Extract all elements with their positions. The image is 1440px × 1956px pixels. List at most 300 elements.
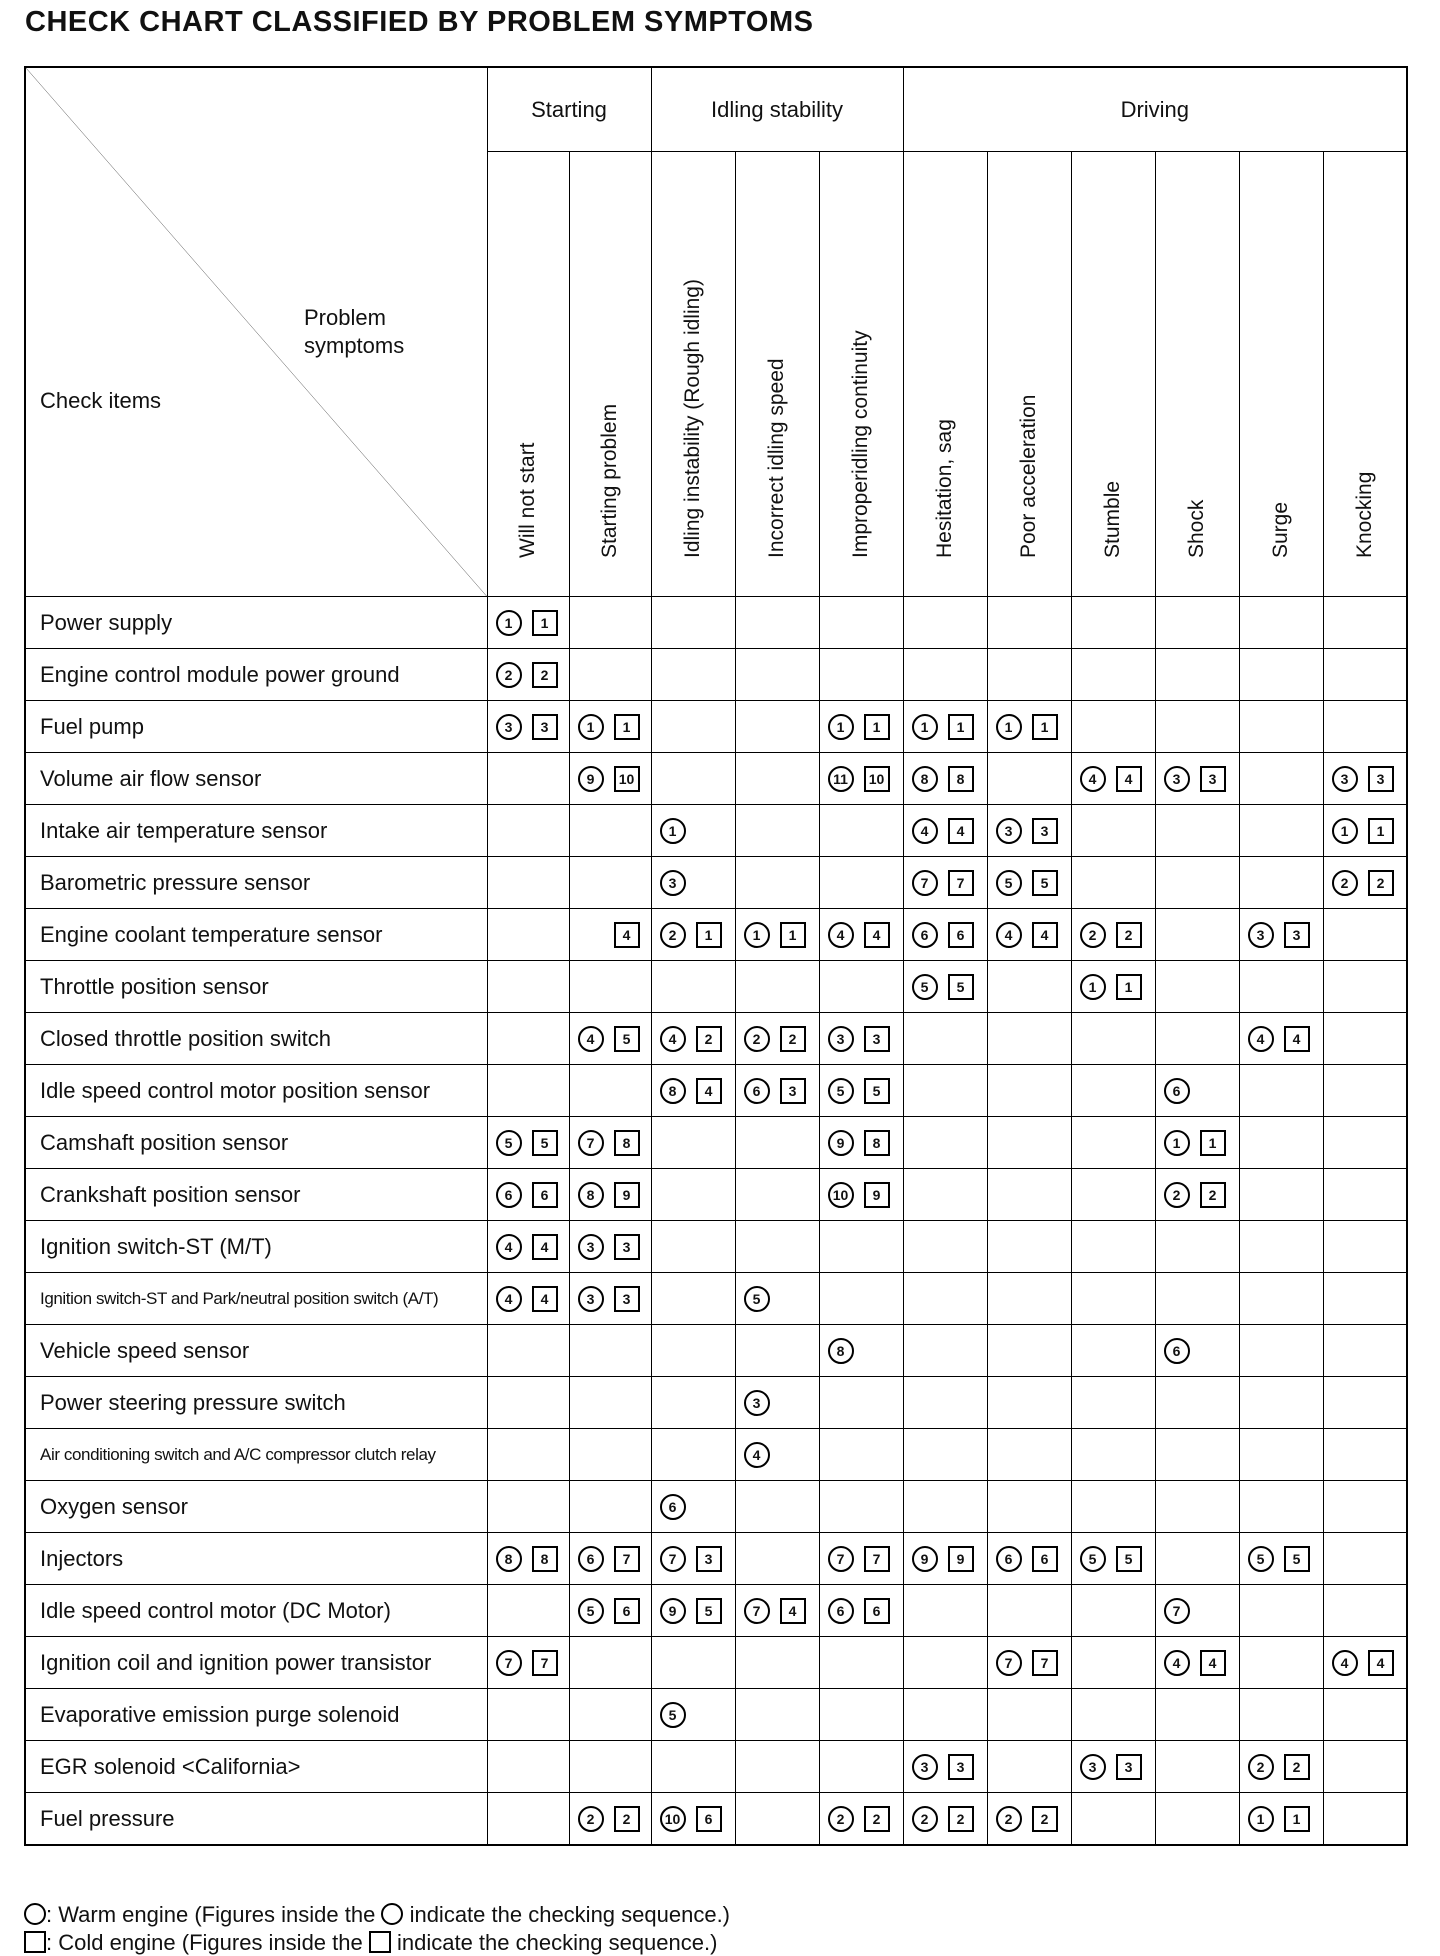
sequence-cell [735,597,819,649]
sequence-cell [1071,1325,1155,1377]
warm-engine-sequence: 11 [828,766,854,792]
warm-engine-sequence: 1 [912,714,938,740]
warm-engine-sequence: 6 [578,1546,604,1572]
sequence-cell [987,1637,1071,1689]
sequence-cell [1155,1169,1239,1221]
sequence-cell [819,805,903,857]
sequence-cell [569,805,651,857]
warm-engine-sequence: 5 [828,1078,854,1104]
table-row [25,597,1407,649]
sequence-cell [651,1637,735,1689]
sequence-cell [569,1689,651,1741]
sequence-cell [651,753,735,805]
circle-icon [24,1903,46,1925]
warm-engine-sequence: 4 [1164,1650,1190,1676]
table-row [25,1741,1407,1793]
sequence-cell [735,649,819,701]
sequence-cell [1239,701,1323,753]
table-row [25,1221,1407,1273]
sequence-cell [1323,1273,1407,1325]
warm-engine-sequence: 6 [496,1182,522,1208]
cold-engine-sequence: 1 [948,714,974,740]
sequence-cell [735,805,819,857]
sequence-cell [487,1429,569,1481]
sequence-cell [1239,1065,1323,1117]
warm-engine-sequence: 9 [828,1130,854,1156]
sequence-cell [1071,701,1155,753]
sequence-cell [1071,649,1155,701]
sequence-cell [903,1169,987,1221]
sequence-cell [987,909,1071,961]
sequence-cell [819,909,903,961]
warm-engine-sequence: 7 [1164,1598,1190,1624]
sequence-cell [903,597,987,649]
symptom-header [987,152,1071,597]
sequence-cell [1155,649,1239,701]
check-item-label: Engine coolant temperature sensor [25,909,487,961]
sequence-cell [819,1273,903,1325]
warm-engine-sequence: 8 [912,766,938,792]
sequence-cell [651,649,735,701]
warm-engine-sequence: 2 [1248,1754,1274,1780]
sequence-cell [1239,1637,1323,1689]
cold-engine-sequence: 5 [1284,1546,1310,1572]
table-row [25,649,1407,701]
symptom-label: Stumble [1101,480,1125,558]
cold-engine-sequence: 2 [1032,1806,1058,1832]
sequence-cell [819,1585,903,1637]
sequence-cell [1239,1013,1323,1065]
cold-engine-sequence: 5 [864,1078,890,1104]
sequence-cell [1071,1741,1155,1793]
diagonal-divider [26,68,487,596]
sequence-cell [1071,1637,1155,1689]
sequence-cell [1071,1013,1155,1065]
cold-engine-sequence: 1 [864,714,890,740]
sequence-cell [569,857,651,909]
sequence-cell [1155,1637,1239,1689]
legend-warm-text-1: : Warm engine (Figures inside the [46,1902,376,1927]
sequence-cell [987,597,1071,649]
sequence-cell [1323,753,1407,805]
sequence-cell [569,597,651,649]
sequence-cell [569,1325,651,1377]
warm-engine-sequence: 9 [912,1546,938,1572]
cold-engine-sequence: 2 [1116,922,1142,948]
cold-engine-sequence: 6 [948,922,974,948]
table-row [25,1793,1407,1846]
warm-engine-sequence: 3 [578,1234,604,1260]
cold-engine-sequence: 5 [948,974,974,1000]
sequence-cell [1239,649,1323,701]
sequence-cell [569,1585,651,1637]
symptom-label: Starting problem [598,403,621,558]
check-chart-table [24,66,1408,1846]
cold-engine-sequence: 5 [696,1598,722,1624]
warm-engine-sequence: 7 [996,1650,1022,1676]
sequence-cell [987,1481,1071,1533]
sequence-cell [1239,1689,1323,1741]
warm-engine-sequence: 6 [1164,1078,1190,1104]
cold-engine-sequence: 4 [1116,766,1142,792]
sequence-cell [1239,1117,1323,1169]
symptom-header [819,152,903,597]
sequence-cell [1155,1221,1239,1273]
cold-engine-sequence: 4 [948,818,974,844]
sequence-cell [1239,1533,1323,1585]
sequence-cell [1239,857,1323,909]
check-item-label: Volume air flow sensor [25,753,487,805]
cold-engine-sequence: 6 [1032,1546,1058,1572]
warm-engine-sequence: 2 [828,1806,854,1832]
check-chart-body [25,597,1407,1846]
sequence-cell [569,1065,651,1117]
sequence-cell [819,1689,903,1741]
sequence-cell [819,1169,903,1221]
cold-engine-sequence: 3 [1116,1754,1142,1780]
sequence-cell [735,1689,819,1741]
sequence-cell [1323,1741,1407,1793]
sequence-cell [1071,805,1155,857]
sequence-cell [987,805,1071,857]
sequence-cell [987,1689,1071,1741]
warm-engine-sequence: 9 [660,1598,686,1624]
warm-engine-sequence: 1 [1332,818,1358,844]
sequence-cell [819,597,903,649]
table-row [25,1585,1407,1637]
cold-engine-sequence: 2 [614,1806,640,1832]
check-item-label: Ignition switch-ST (M/T) [25,1221,487,1273]
symptom-header [1323,152,1407,597]
cold-engine-sequence: 9 [864,1182,890,1208]
sequence-cell [1155,1377,1239,1429]
sequence-cell [651,1013,735,1065]
sequence-cell [1071,1585,1155,1637]
sequence-cell [1071,1117,1155,1169]
cold-engine-sequence: 1 [696,922,722,948]
sequence-cell [569,1377,651,1429]
sequence-cell [1071,857,1155,909]
check-item-label: Intake air temperature sensor [25,805,487,857]
warm-engine-sequence: 4 [744,1442,770,1468]
sequence-cell [1071,1429,1155,1481]
sequence-cell [987,1429,1071,1481]
sequence-cell [487,1273,569,1325]
sequence-cell [1323,909,1407,961]
warm-engine-sequence: 4 [1080,766,1106,792]
warm-engine-sequence: 10 [660,1806,686,1832]
sequence-cell [1071,753,1155,805]
square-icon [369,1931,391,1953]
table-row [25,1273,1407,1325]
symptom-header [569,152,651,597]
sequence-cell [487,1585,569,1637]
sequence-cell [987,1325,1071,1377]
sequence-cell [651,1169,735,1221]
legend-warm [24,1902,730,1928]
symptom-header [735,152,819,597]
sequence-cell [487,1117,569,1169]
check-item-label: Vehicle speed sensor [25,1325,487,1377]
warm-engine-sequence: 1 [660,818,686,844]
cold-engine-sequence: 4 [532,1286,558,1312]
sequence-cell [1323,1793,1407,1846]
warm-engine-sequence: 6 [744,1078,770,1104]
sequence-cell [1323,1429,1407,1481]
cold-engine-sequence: 3 [864,1026,890,1052]
sequence-cell [735,1169,819,1221]
sequence-cell [487,1221,569,1273]
symptom-label: Shock [1185,499,1209,558]
cold-engine-sequence: 5 [1032,870,1058,896]
sequence-cell [651,1377,735,1429]
cold-engine-sequence: 1 [614,714,640,740]
sequence-cell [1071,1065,1155,1117]
sequence-cell [903,1013,987,1065]
sequence-cell [903,1065,987,1117]
symptom-label: Idling instability (Rough idling) [681,279,705,558]
sequence-cell [987,857,1071,909]
sequence-cell [1239,1169,1323,1221]
warm-engine-sequence: 4 [660,1026,686,1052]
sequence-cell [819,857,903,909]
sequence-cell [1155,753,1239,805]
warm-engine-sequence: 4 [912,818,938,844]
warm-engine-sequence: 1 [996,714,1022,740]
table-row [25,909,1407,961]
check-item-label: Camshaft position sensor [25,1117,487,1169]
table-row [25,753,1407,805]
warm-engine-sequence: 3 [912,1754,938,1780]
sequence-cell [487,909,569,961]
sequence-cell [903,649,987,701]
warm-engine-sequence: 3 [1080,1754,1106,1780]
sequence-cell [903,1325,987,1377]
warm-engine-sequence: 6 [996,1546,1022,1572]
sequence-cell [569,961,651,1013]
sequence-cell [1239,1481,1323,1533]
warm-engine-sequence: 1 [496,610,522,636]
warm-engine-sequence: 2 [1080,922,1106,948]
table-row [25,1481,1407,1533]
cold-engine-sequence: 7 [948,870,974,896]
check-item-label: Ignition coil and ignition power transistor [25,1637,487,1689]
warm-engine-sequence: 4 [496,1286,522,1312]
sequence-cell [987,1065,1071,1117]
check-item-label: Crankshaft position sensor [25,1169,487,1221]
sequence-cell [819,649,903,701]
sequence-cell [987,1169,1071,1221]
table-row [25,805,1407,857]
table-row [25,1325,1407,1377]
cold-engine-sequence: 3 [1200,766,1226,792]
sequence-cell [1323,1689,1407,1741]
check-item-label: Idle speed control motor position sensor [25,1065,487,1117]
warm-engine-sequence: 3 [744,1390,770,1416]
warm-engine-sequence: 3 [1164,766,1190,792]
sequence-cell [903,1637,987,1689]
sequence-cell [487,753,569,805]
cold-engine-sequence: 8 [532,1546,558,1572]
sequence-cell [651,1533,735,1585]
sequence-cell [903,1741,987,1793]
sequence-cell [569,1481,651,1533]
sequence-cell [903,857,987,909]
cold-engine-sequence: 10 [614,766,640,792]
symptom-label: Incorrect idling speed [765,358,789,558]
symptom-header [651,152,735,597]
symptom-label: Improperidling continuity [849,330,873,558]
sequence-cell [651,1273,735,1325]
warm-engine-sequence: 1 [744,922,770,948]
sequence-cell [735,1481,819,1533]
sequence-cell [735,1741,819,1793]
warm-engine-sequence: 1 [1080,974,1106,1000]
check-item-label: Engine control module power ground [25,649,487,701]
sequence-cell [487,1325,569,1377]
sequence-cell [1323,1169,1407,1221]
sequence-cell [487,1169,569,1221]
sequence-cell [903,1585,987,1637]
warm-engine-sequence: 6 [912,922,938,948]
check-item-label: Ignition switch-ST and Park/neutral position switch (A/T) [25,1273,487,1325]
sequence-cell [819,753,903,805]
table-row [25,1013,1407,1065]
sequence-cell [1323,1221,1407,1273]
sequence-cell [1239,1741,1323,1793]
cold-engine-sequence: 4 [1032,922,1058,948]
sequence-cell [819,1429,903,1481]
sequence-cell [1155,1585,1239,1637]
warm-engine-sequence: 4 [996,922,1022,948]
sequence-cell [987,753,1071,805]
warm-engine-sequence: 2 [912,1806,938,1832]
sequence-cell [819,1481,903,1533]
cold-engine-sequence: 4 [1200,1650,1226,1676]
sequence-cell [1155,1273,1239,1325]
sequence-cell [987,649,1071,701]
check-item-label: Closed throttle position switch [25,1013,487,1065]
sequence-cell [1323,1377,1407,1429]
sequence-cell [735,961,819,1013]
symptom-header [487,152,569,597]
sequence-cell [735,1637,819,1689]
cold-engine-sequence: 10 [864,766,890,792]
sequence-cell [487,1793,569,1846]
sequence-cell [569,909,651,961]
cold-engine-sequence: 2 [780,1026,806,1052]
sequence-cell [1071,1533,1155,1585]
sequence-cell [1071,1273,1155,1325]
sequence-cell [487,1637,569,1689]
sequence-cell [1155,1117,1239,1169]
sequence-cell [487,1377,569,1429]
sequence-cell [735,1117,819,1169]
sequence-cell [569,1273,651,1325]
cold-engine-sequence: 1 [780,922,806,948]
sequence-cell [1239,1273,1323,1325]
symptom-group-header: Driving [903,67,1407,152]
sequence-cell [1239,1325,1323,1377]
symptom-group-header-row [25,67,1407,152]
sequence-cell [1239,1585,1323,1637]
sequence-cell [1323,649,1407,701]
sequence-cell [903,805,987,857]
sequence-cell [1155,909,1239,961]
sequence-cell [1239,753,1323,805]
table-row [25,1689,1407,1741]
sequence-cell [1155,597,1239,649]
warm-engine-sequence: 3 [660,870,686,896]
sequence-cell [903,701,987,753]
cold-engine-sequence: 1 [1116,974,1142,1000]
warm-engine-sequence: 8 [828,1338,854,1364]
sequence-cell [1155,1481,1239,1533]
sequence-cell [1323,961,1407,1013]
cold-engine-sequence: 7 [864,1546,890,1572]
sequence-cell [819,1325,903,1377]
sequence-cell [569,1117,651,1169]
check-item-label: Power steering pressure switch [25,1377,487,1429]
sequence-cell [903,1117,987,1169]
check-item-label: Injectors [25,1533,487,1585]
sequence-cell [1071,597,1155,649]
cold-engine-sequence: 4 [864,922,890,948]
sequence-cell [651,701,735,753]
sequence-cell [987,1117,1071,1169]
cold-engine-sequence: 3 [1284,922,1310,948]
sequence-cell [735,1273,819,1325]
sequence-cell [1323,1637,1407,1689]
symptom-header [1155,152,1239,597]
sequence-cell [1155,1689,1239,1741]
sequence-cell [987,1013,1071,1065]
sequence-cell [735,1585,819,1637]
sequence-cell [1071,1481,1155,1533]
sequence-cell [819,961,903,1013]
cold-engine-sequence: 2 [1284,1754,1310,1780]
table-row [25,1377,1407,1429]
sequence-cell [569,1429,651,1481]
warm-engine-sequence: 1 [828,714,854,740]
check-item-label: Idle speed control motor (DC Motor) [25,1585,487,1637]
check-item-label: Barometric pressure sensor [25,857,487,909]
sequence-cell [987,1221,1071,1273]
sequence-cell [1323,1065,1407,1117]
table-row [25,701,1407,753]
warm-engine-sequence: 4 [1248,1026,1274,1052]
sequence-cell [1155,1533,1239,1585]
warm-engine-sequence: 3 [828,1026,854,1052]
warm-engine-sequence: 2 [1332,870,1358,896]
sequence-cell [1239,1377,1323,1429]
sequence-cell [487,1741,569,1793]
sequence-cell [987,961,1071,1013]
sequence-cell [735,1221,819,1273]
table-row [25,961,1407,1013]
warm-engine-sequence: 6 [660,1494,686,1520]
sequence-cell [651,597,735,649]
sequence-cell [1155,1325,1239,1377]
sequence-cell [903,961,987,1013]
sequence-cell [1323,805,1407,857]
sequence-cell [651,1325,735,1377]
warm-engine-sequence: 10 [828,1182,854,1208]
sequence-cell [569,1013,651,1065]
sequence-cell [735,1325,819,1377]
sequence-cell [651,909,735,961]
cold-engine-sequence: 7 [614,1546,640,1572]
